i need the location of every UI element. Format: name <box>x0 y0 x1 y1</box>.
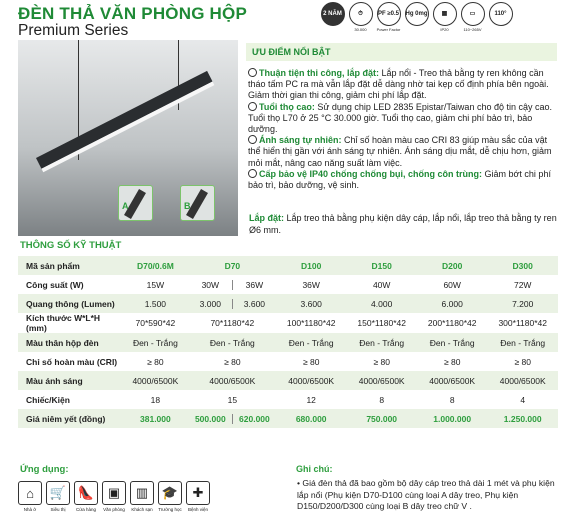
spec-cell: 4000/6500K <box>189 371 276 390</box>
office-icon: ▣ <box>102 481 126 505</box>
advantage-item: Tuổi thọ cao: Sử dụng chip LED 2835 Epistar/Taiwan cho độ tin cậy cao. Tuổi thọ L70 ở 25 °C 30.000 giờ. Tuổi thọ cao, giảm chi phí bảo trì, bảo dưỡng. <box>248 101 552 135</box>
spec-cell: 8 <box>449 394 455 405</box>
voltage-icon: ▭ 110~265V <box>460 2 485 34</box>
spec-table <box>18 256 558 428</box>
spec-cell: D70/0.6M <box>122 256 189 275</box>
spec-row <box>18 371 558 390</box>
spec-cell: 12 <box>306 394 316 405</box>
spec-row <box>18 313 558 333</box>
spec-cell: 7.200 <box>487 294 558 313</box>
spec-cell: 150*1180*42 <box>357 318 406 328</box>
spec-title: THÔNG SỐ KỸ THUẬT <box>20 240 122 251</box>
spec-cell: D150 <box>346 256 417 275</box>
accessory-thumb-b: B <box>180 185 215 221</box>
hotel-icon: ▥ <box>130 481 154 505</box>
mercury-free-icon: Hg 0mg <box>404 2 429 34</box>
spec-cell: 3.600 <box>276 294 347 313</box>
spec-cell: 4.000 <box>346 294 417 313</box>
spec-cell-split: 3.000 3.600 <box>189 294 276 313</box>
spec-cell: 4000/6500K <box>487 371 558 390</box>
spec-cell: 1.000.000 <box>417 409 488 428</box>
advantage-icon <box>248 135 257 144</box>
spec-cell: 6.000 <box>417 294 488 313</box>
spec-cell: Đen - Trắng <box>487 333 558 352</box>
spec-row-label: Màu ánh sáng <box>18 371 122 390</box>
spec-cell: 72W <box>513 279 532 290</box>
spec-cell: Đen - Trắng <box>189 333 276 352</box>
spec-cell: 4000/6500K <box>346 371 417 390</box>
spec-row-label: Chỉ số hoàn màu (CRI) <box>26 356 118 367</box>
spec-cell: 200*1180*42 <box>427 318 477 328</box>
spec-cell: Đen - Trắng <box>346 333 417 352</box>
spec-header-row <box>18 256 558 275</box>
page-title: ĐÈN THẢ VĂN PHÒNG HỘP <box>18 4 247 23</box>
advantage-icon <box>248 68 257 77</box>
spec-row-label: Kích thước W*L*H (mm) <box>26 313 101 333</box>
spec-cell: 70*590*42 <box>135 318 176 328</box>
application-item: 🛒 Siêu thị <box>46 481 70 512</box>
spec-cell-split: 30W 36W <box>189 275 276 294</box>
spec-cell: 40W <box>372 279 391 290</box>
spec-row <box>18 275 558 294</box>
spec-row-label: Màu thân hộp đèn <box>18 333 122 352</box>
spec-cell: D300 <box>487 256 558 275</box>
spec-cell: Đen - Trắng <box>122 333 189 352</box>
spec-cell: D100 <box>276 256 347 275</box>
spec-cell: 36W <box>302 279 320 290</box>
page-subtitle: Premium Series <box>18 22 129 39</box>
spec-price-row <box>18 409 558 428</box>
spec-cell: 70*1180*42 <box>210 318 255 328</box>
lamp-body <box>36 71 213 169</box>
spec-row-label: Giá niêm yết (đồng) <box>18 409 122 428</box>
ip-rating-icon: ▦ IP20 <box>432 2 457 34</box>
application-item: 🎓 Trường học <box>158 481 182 512</box>
certification-icons <box>320 2 566 34</box>
spec-cell: 18 <box>150 394 161 405</box>
spec-row-label: Chiếc/Kiện <box>26 394 70 405</box>
spec-row-label: Mã sản phẩm <box>18 256 122 275</box>
beam-angle-icon: 110° <box>488 2 513 34</box>
spec-cell: Đen - Trắng <box>417 333 488 352</box>
spec-cell: 15W <box>146 279 165 290</box>
spec-row <box>18 294 558 313</box>
spec-row <box>18 352 558 371</box>
spec-cell: 60W <box>443 279 461 290</box>
spec-cell: 381.000 <box>122 409 189 428</box>
advantage-icon <box>248 102 257 111</box>
advantage-item: Cấp bảo vệ IP40 chống chống bụi, chống côn trùng: Giảm bớt chi phí bảo trì, bảo dưỡng, vệ sinh. <box>248 168 551 191</box>
note-text: • Giá đèn thả đã bao gồm bộ dây cáp treo thả dài 1 mét và phụ kiện lắp nổi (Phụ kiện D70-D100 cùng loại A dây treo, Phụ kiện D150/D200/D300 cùng loại B dây treo chữ V . <box>297 478 555 511</box>
spec-cell: ≥ 80 <box>147 356 164 367</box>
application-item: ▣ Văn phòng <box>102 481 126 512</box>
spec-cell: ≥ 80 <box>302 356 320 367</box>
spec-row-label: Quang thông (Lumen) <box>18 294 122 313</box>
application-item: 👠 Cửa hàng <box>74 481 98 512</box>
application-item: ✚ Bệnh viện <box>186 481 210 512</box>
application-item: ▥ Khách sạn <box>130 481 154 512</box>
spec-cell: ≥ 80 <box>373 356 390 367</box>
spec-row-label: Công suất (W) <box>26 279 84 290</box>
spec-cell: ≥ 80 <box>443 356 461 367</box>
spec-cell: 15 <box>227 394 238 405</box>
store-icon: 👠 <box>74 481 98 505</box>
applications-title: Ứng dụng: <box>20 464 69 475</box>
application-item: ⌂ Nhà ở <box>18 481 42 512</box>
spec-cell: 1.250.000 <box>487 409 558 428</box>
spec-cell: 680.000 <box>276 409 347 428</box>
spec-cell: D70 <box>189 256 276 275</box>
spec-row <box>18 390 558 409</box>
advantage-icon <box>248 169 257 178</box>
advantages-list <box>248 68 558 191</box>
spec-cell: 4000/6500K <box>417 371 488 390</box>
advantages-title: ƯU ĐIỂM NỔI BẬT <box>246 43 557 61</box>
spec-row <box>18 333 558 352</box>
power-factor-icon: PF ≥0.5 Power Factor <box>376 2 401 34</box>
installation-note: Lắp đặt: Lắp treo thả bằng phụ kiện dây cáp, lắp nổi, lắp treo thả bằng ty ren Ø6 mm. <box>249 213 557 235</box>
school-icon: 🎓 <box>158 481 182 505</box>
spec-cell: 100*1180*42 <box>286 318 336 328</box>
spec-cell: Đen - Trắng <box>276 333 347 352</box>
hospital-icon: ✚ <box>186 481 210 505</box>
note-title: Ghi chú: <box>296 464 333 474</box>
lifespan-icon: ⏱ 30.000 <box>348 2 373 34</box>
spec-cell: ≥ 80 <box>224 356 241 367</box>
spec-cell: 4000/6500K <box>122 371 189 390</box>
spec-cell: 750.000 <box>346 409 417 428</box>
spec-cell: 4 <box>520 394 526 405</box>
spec-cell: 300*1180*42 <box>498 318 547 328</box>
applications-list <box>18 481 210 512</box>
warranty-2-years-icon: 2 NĂM <box>320 2 345 34</box>
spec-cell: D200 <box>417 256 488 275</box>
spec-cell-split: 500.000 620.000 <box>189 409 276 428</box>
supermarket-icon: 🛒 <box>46 481 70 505</box>
spec-cell: 4000/6500K <box>276 371 347 390</box>
advantage-item: Thuận tiện thi công, lắp đặt: Lắp nổi - Treo thả bằng ty ren không cần tháo tấm PC ra mà vẫn lắp đặt dễ dàng nhờ tai kẹp cố định phía bên ngoài. Giảm thời gian thi công, giảm chi phí lắp đặt. <box>248 68 549 101</box>
accessory-thumb-a: A <box>118 185 153 221</box>
advantage-item: Ánh sáng tự nhiên: Chỉ số hoàn màu cao CRI 83 giúp màu sắc của vật thể hiển thị gần với ánh sáng tự nhiên. Ánh sáng dịu mắt, dễ chịu hơn, giảm mỏi mắt, nâng cao năng suất làm việc. <box>248 135 552 168</box>
home-icon: ⌂ <box>18 481 42 505</box>
spec-cell: ≥ 80 <box>514 356 531 367</box>
spec-cell: 1.500 <box>122 294 189 313</box>
spec-cell: 8 <box>379 394 385 405</box>
